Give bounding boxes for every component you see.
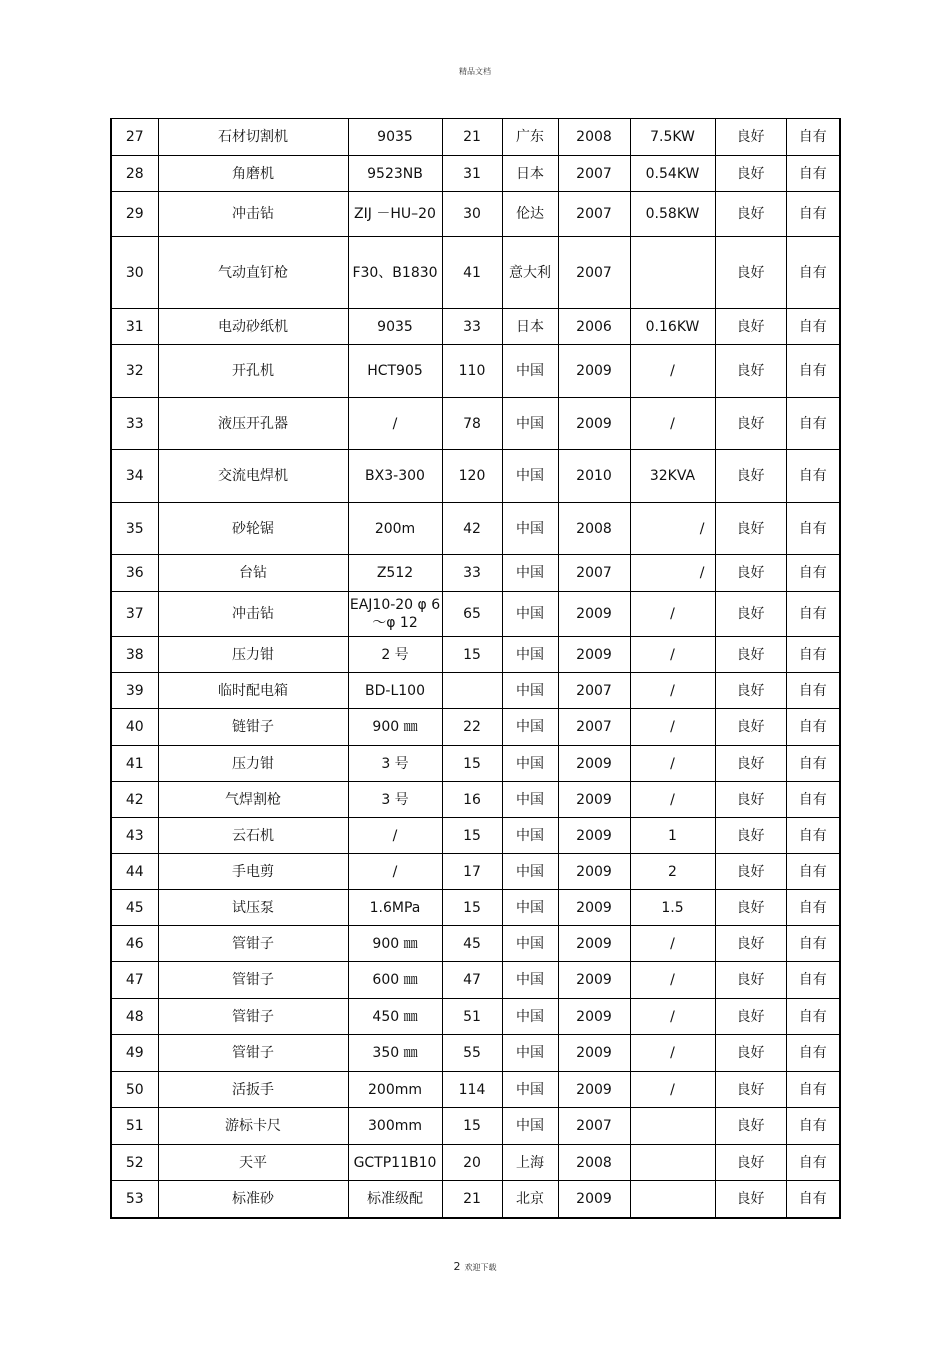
row-number: 36 [111,555,158,592]
table-row [111,592,840,637]
equipment-name: 链钳子 [158,709,348,746]
equipment-quantity: 110 [442,345,502,398]
manufacture-year: 2010 [558,450,630,503]
equipment-ownership: 自有 [786,782,840,818]
equipment-ownership: 自有 [786,555,840,592]
equipment-ownership: 自有 [786,709,840,746]
equipment-quantity: 41 [442,237,502,309]
equipment-quantity: 65 [442,592,502,637]
equipment-name: 标准砂 [158,1181,348,1218]
equipment-ownership: 自有 [786,1108,840,1145]
rated-power: / [630,637,715,673]
equipment-ownership: 自有 [786,119,840,156]
equipment-model: 450 ㎜ [348,999,442,1035]
table-row [111,1108,840,1145]
rated-power: / [630,503,715,555]
equipment-name: 开孔机 [158,345,348,398]
equipment-ownership: 自有 [786,1181,840,1218]
manufacture-year: 2009 [558,890,630,926]
equipment-condition: 良好 [715,1035,786,1072]
rated-power [630,1145,715,1181]
table-row [111,1145,840,1181]
rated-power: / [630,592,715,637]
equipment-ownership: 自有 [786,818,840,854]
manufacture-year: 2007 [558,156,630,192]
equipment-model: 9035 [348,119,442,156]
rated-power: / [630,962,715,999]
row-number: 40 [111,709,158,746]
equipment-origin: 中国 [502,592,558,637]
equipment-ownership: 自有 [786,237,840,309]
manufacture-year: 2007 [558,1108,630,1145]
rated-power: / [630,673,715,709]
manufacture-year: 2009 [558,398,630,450]
rated-power: / [630,926,715,962]
row-number: 29 [111,192,158,237]
table-row [111,1072,840,1108]
equipment-model: 1.6MPa [348,890,442,926]
row-number: 45 [111,890,158,926]
equipment-condition: 良好 [715,119,786,156]
equipment-ownership: 自有 [786,1072,840,1108]
equipment-condition: 良好 [715,782,786,818]
row-number: 27 [111,119,158,156]
manufacture-year: 2008 [558,1145,630,1181]
table-row [111,309,840,345]
equipment-quantity: 17 [442,854,502,890]
manufacture-year: 2009 [558,1072,630,1108]
row-number: 28 [111,156,158,192]
equipment-model: HCT905 [348,345,442,398]
row-number: 47 [111,962,158,999]
equipment-ownership: 自有 [786,592,840,637]
equipment-ownership: 自有 [786,637,840,673]
equipment-condition: 良好 [715,555,786,592]
equipment-name: 云石机 [158,818,348,854]
row-number: 31 [111,309,158,345]
equipment-name: 压力钳 [158,746,348,782]
rated-power: / [630,555,715,592]
equipment-origin: 中国 [502,999,558,1035]
manufacture-year: 2009 [558,962,630,999]
manufacture-year: 2009 [558,1181,630,1218]
equipment-origin: 北京 [502,1181,558,1218]
equipment-quantity: 33 [442,555,502,592]
equipment-quantity: 78 [442,398,502,450]
equipment-name: 角磨机 [158,156,348,192]
table-row [111,709,840,746]
equipment-model: 600 ㎜ [348,962,442,999]
equipment-condition: 良好 [715,345,786,398]
rated-power: 0.16KW [630,309,715,345]
manufacture-year: 2006 [558,309,630,345]
equipment-model: BX3-300 [348,450,442,503]
equipment-origin: 中国 [502,746,558,782]
equipment-origin: 中国 [502,926,558,962]
table-row [111,156,840,192]
table-row [111,890,840,926]
rated-power: 0.54KW [630,156,715,192]
equipment-condition: 良好 [715,398,786,450]
equipment-origin: 中国 [502,890,558,926]
row-number: 30 [111,237,158,309]
equipment-ownership: 自有 [786,503,840,555]
page-number: 2 [453,1260,461,1273]
rated-power: 1 [630,818,715,854]
equipment-model: 3 号 [348,782,442,818]
table-row [111,999,840,1035]
equipment-name: 管钳子 [158,1035,348,1072]
equipment-condition: 良好 [715,637,786,673]
equipment-quantity [442,673,502,709]
equipment-table-body [111,119,840,1218]
equipment-origin: 中国 [502,1072,558,1108]
equipment-origin: 中国 [502,345,558,398]
table-row [111,926,840,962]
equipment-quantity: 42 [442,503,502,555]
equipment-name: 手电剪 [158,854,348,890]
equipment-condition: 良好 [715,962,786,999]
equipment-quantity: 21 [442,1181,502,1218]
manufacture-year: 2007 [558,555,630,592]
row-number: 48 [111,999,158,1035]
row-number: 44 [111,854,158,890]
equipment-origin: 伦达 [502,192,558,237]
equipment-name: 气动直钉枪 [158,237,348,309]
equipment-quantity: 55 [442,1035,502,1072]
page-header: 精品文档 [459,67,491,76]
manufacture-year: 2009 [558,818,630,854]
equipment-name: 砂轮锯 [158,503,348,555]
equipment-ownership: 自有 [786,999,840,1035]
equipment-condition: 良好 [715,1072,786,1108]
rated-power: / [630,999,715,1035]
equipment-quantity: 22 [442,709,502,746]
equipment-origin: 广东 [502,119,558,156]
manufacture-year: 2009 [558,592,630,637]
equipment-origin: 中国 [502,709,558,746]
table-row [111,818,840,854]
equipment-name: 电动砂纸机 [158,309,348,345]
equipment-ownership: 自有 [786,1035,840,1072]
equipment-name: 冲击钻 [158,592,348,637]
row-number: 46 [111,926,158,962]
equipment-origin: 中国 [502,854,558,890]
equipment-origin: 中国 [502,555,558,592]
equipment-quantity: 15 [442,890,502,926]
manufacture-year: 2007 [558,237,630,309]
table-row [111,962,840,999]
equipment-ownership: 自有 [786,345,840,398]
equipment-quantity: 15 [442,818,502,854]
equipment-condition: 良好 [715,592,786,637]
row-number: 41 [111,746,158,782]
manufacture-year: 2009 [558,1035,630,1072]
equipment-name: 临时配电箱 [158,673,348,709]
equipment-condition: 良好 [715,156,786,192]
table-row [111,450,840,503]
equipment-origin: 上海 [502,1145,558,1181]
row-number: 32 [111,345,158,398]
table-row [111,192,840,237]
equipment-model: Z512 [348,555,442,592]
row-number: 38 [111,637,158,673]
equipment-origin: 中国 [502,450,558,503]
equipment-model: EAJ10-20 φ 6～φ 12 [348,592,442,637]
equipment-name: 天平 [158,1145,348,1181]
equipment-ownership: 自有 [786,398,840,450]
equipment-origin: 日本 [502,309,558,345]
equipment-origin: 中国 [502,398,558,450]
row-number: 35 [111,503,158,555]
equipment-condition: 良好 [715,890,786,926]
rated-power [630,237,715,309]
equipment-name: 管钳子 [158,962,348,999]
equipment-condition: 良好 [715,999,786,1035]
equipment-ownership: 自有 [786,192,840,237]
equipment-quantity: 120 [442,450,502,503]
table-row [111,1035,840,1072]
rated-power [630,1181,715,1218]
table-row [111,503,840,555]
page-footer [0,1260,950,1273]
equipment-name: 试压泵 [158,890,348,926]
equipment-ownership: 自有 [786,962,840,999]
manufacture-year: 2009 [558,637,630,673]
equipment-quantity: 30 [442,192,502,237]
equipment-name: 交流电焊机 [158,450,348,503]
equipment-origin: 中国 [502,637,558,673]
equipment-ownership: 自有 [786,309,840,345]
row-number: 39 [111,673,158,709]
equipment-condition: 良好 [715,503,786,555]
table-row [111,746,840,782]
equipment-origin: 中国 [502,782,558,818]
rated-power [630,1108,715,1145]
equipment-model: 200m [348,503,442,555]
equipment-name: 石材切割机 [158,119,348,156]
row-number: 49 [111,1035,158,1072]
manufacture-year: 2009 [558,345,630,398]
equipment-condition: 良好 [715,1181,786,1218]
equipment-quantity: 114 [442,1072,502,1108]
equipment-condition: 良好 [715,450,786,503]
equipment-ownership: 自有 [786,854,840,890]
row-number: 34 [111,450,158,503]
equipment-ownership: 自有 [786,156,840,192]
rated-power: / [630,345,715,398]
equipment-name: 液压开孔器 [158,398,348,450]
equipment-origin: 中国 [502,503,558,555]
table-row [111,555,840,592]
rated-power: / [630,782,715,818]
equipment-ownership: 自有 [786,673,840,709]
rated-power: / [630,1072,715,1108]
equipment-quantity: 16 [442,782,502,818]
rated-power: / [630,709,715,746]
equipment-name: 管钳子 [158,999,348,1035]
table-row [111,673,840,709]
equipment-model: 900 ㎜ [348,926,442,962]
manufacture-year: 2007 [558,192,630,237]
rated-power: 7.5KW [630,119,715,156]
equipment-origin: 中国 [502,1108,558,1145]
footer-text: 欢迎下载 [464,1263,497,1272]
equipment-quantity: 45 [442,926,502,962]
equipment-quantity: 47 [442,962,502,999]
equipment-ownership: 自有 [786,890,840,926]
equipment-model: / [348,398,442,450]
equipment-ownership: 自有 [786,450,840,503]
equipment-name: 冲击钻 [158,192,348,237]
row-number: 43 [111,818,158,854]
rated-power: 2 [630,854,715,890]
table-row [111,782,840,818]
manufacture-year: 2009 [558,926,630,962]
rated-power: / [630,746,715,782]
equipment-model: / [348,854,442,890]
row-number: 33 [111,398,158,450]
equipment-model: 3 号 [348,746,442,782]
equipment-quantity: 20 [442,1145,502,1181]
table-row [111,637,840,673]
equipment-condition: 良好 [715,926,786,962]
manufacture-year: 2009 [558,746,630,782]
manufacture-year: 2007 [558,673,630,709]
equipment-condition: 良好 [715,309,786,345]
equipment-model: ZIJ －HU–20 [348,192,442,237]
rated-power: 1.5 [630,890,715,926]
manufacture-year: 2009 [558,999,630,1035]
equipment-model: 9523NB [348,156,442,192]
row-number: 50 [111,1072,158,1108]
equipment-quantity: 21 [442,119,502,156]
equipment-condition: 良好 [715,818,786,854]
rated-power: / [630,398,715,450]
equipment-quantity: 15 [442,1108,502,1145]
equipment-model: F30、B1830 [348,237,442,309]
equipment-condition: 良好 [715,854,786,890]
equipment-name: 管钳子 [158,926,348,962]
equipment-model: / [348,818,442,854]
equipment-model: 350 ㎜ [348,1035,442,1072]
manufacture-year: 2008 [558,503,630,555]
table-row [111,237,840,309]
equipment-quantity: 51 [442,999,502,1035]
equipment-model: 2 号 [348,637,442,673]
row-number: 37 [111,592,158,637]
row-number: 53 [111,1181,158,1218]
table-row [111,398,840,450]
row-number: 52 [111,1145,158,1181]
equipment-model: 200mm [348,1072,442,1108]
equipment-model: BD-L100 [348,673,442,709]
table-row [111,1181,840,1218]
table-row [111,854,840,890]
rated-power: 0.58KW [630,192,715,237]
equipment-model: 900 ㎜ [348,709,442,746]
equipment-name: 压力钳 [158,637,348,673]
rated-power: 32KVA [630,450,715,503]
equipment-ownership: 自有 [786,746,840,782]
manufacture-year: 2009 [558,782,630,818]
equipment-quantity: 33 [442,309,502,345]
equipment-name: 游标卡尺 [158,1108,348,1145]
equipment-quantity: 15 [442,746,502,782]
equipment-condition: 良好 [715,746,786,782]
equipment-quantity: 15 [442,637,502,673]
equipment-model: 标准级配 [348,1181,442,1218]
equipment-condition: 良好 [715,192,786,237]
equipment-ownership: 自有 [786,1145,840,1181]
equipment-model: 300mm [348,1108,442,1145]
equipment-model: GCTP11B10 [348,1145,442,1181]
table-row [111,119,840,156]
rated-power: / [630,1035,715,1072]
equipment-origin: 中国 [502,818,558,854]
manufacture-year: 2007 [558,709,630,746]
equipment-table [110,118,841,1219]
equipment-origin: 日本 [502,156,558,192]
equipment-name: 台钻 [158,555,348,592]
table-row [111,345,840,398]
equipment-condition: 良好 [715,1145,786,1181]
equipment-origin: 中国 [502,1035,558,1072]
equipment-condition: 良好 [715,709,786,746]
equipment-origin: 意大利 [502,237,558,309]
equipment-origin: 中国 [502,962,558,999]
equipment-condition: 良好 [715,237,786,309]
row-number: 51 [111,1108,158,1145]
equipment-model: 9035 [348,309,442,345]
equipment-condition: 良好 [715,673,786,709]
manufacture-year: 2009 [558,854,630,890]
equipment-name: 气焊割枪 [158,782,348,818]
manufacture-year: 2008 [558,119,630,156]
equipment-name: 活扳手 [158,1072,348,1108]
row-number: 42 [111,782,158,818]
equipment-origin: 中国 [502,673,558,709]
equipment-ownership: 自有 [786,926,840,962]
equipment-condition: 良好 [715,1108,786,1145]
equipment-quantity: 31 [442,156,502,192]
